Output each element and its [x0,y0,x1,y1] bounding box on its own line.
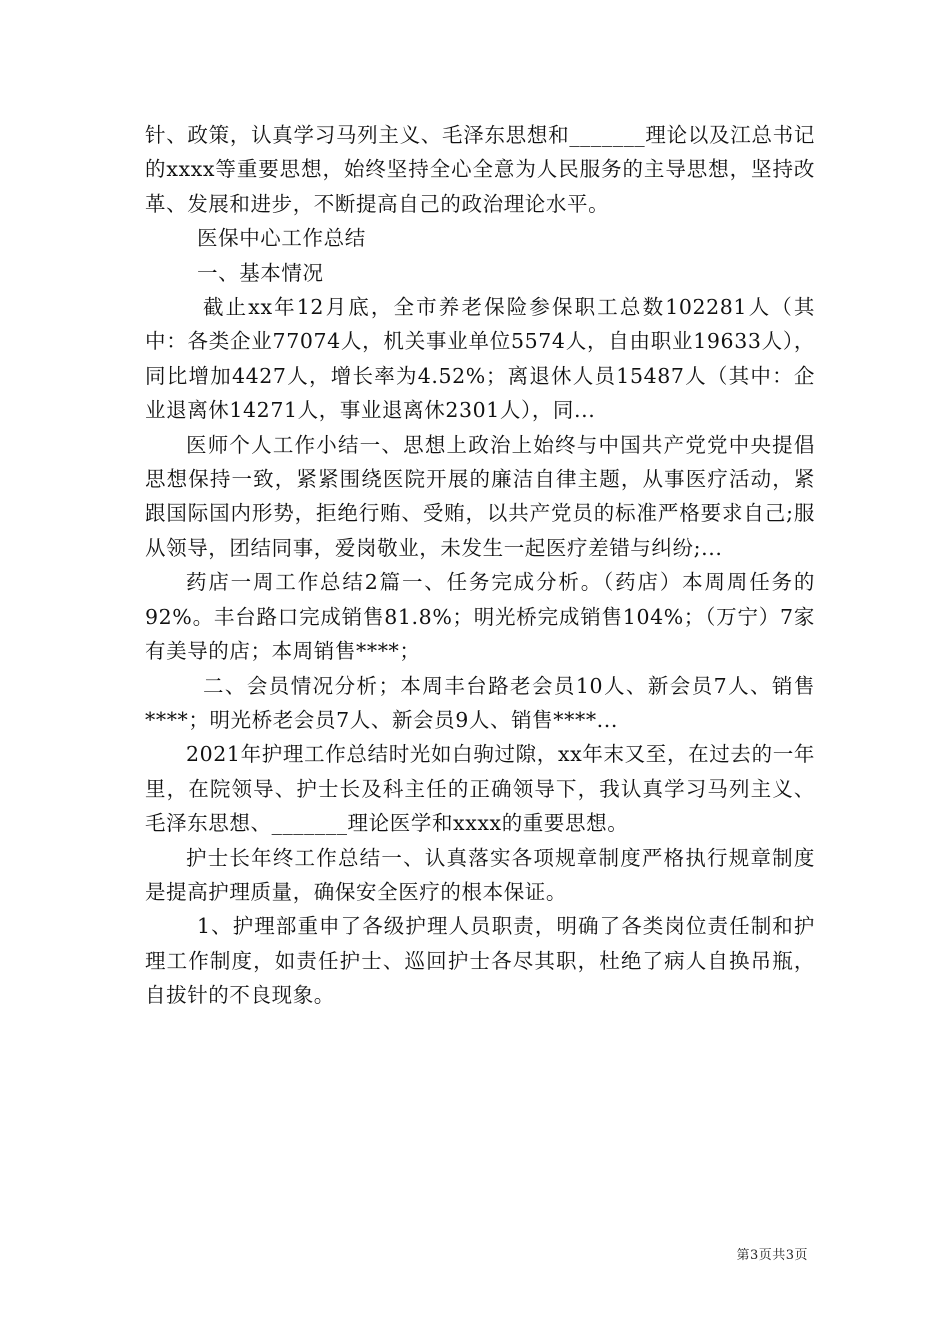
paragraph-statistics: 截止xx年12月底，全市养老保险参保职工总数102281人（其中：各类企业77074人，机关事业单位5574人，自由职业19633人），同比增加4427人，增长率为4.52%；离退休人员15487人（其中：企业退离休14271人，事业退离休2301人），同... [145,295,815,423]
page-number: 第3页共3页 [736,1248,808,1263]
paragraph-nursing-summary: 2021年护理工作总结时光如白驹过隙，xx年末又至，在过去的一年里，在院领导、护士长及科主任的正确领导下，我认真学习马列主义、毛泽东思想、_______理论医学和xxxx的重要思想。 [145,742,815,836]
paragraph-doctor-summary: 医师个人工作小结一、思想上政治上始终与中国共产党党中央提倡思想保持一致，紧紧围绕医院开展的廉洁自律主题，从事医疗活动，紧跟国际国内形势，拒绝行贿、受贿，以共产党员的标准严格要求自己;服从领导，团结同事，爱岗敬业，未发生一起医疗差错与纠纷;... [145,432,815,560]
paragraph-pharmacy-summary: 药店一周工作总结2篇一、任务完成分析。（药店）本周周任务的92%。丰台路口完成销售81.8%；明光桥完成销售104%；（万宁）7家有美导的店；本周销售****； [145,570,815,664]
paragraph-nursing-duties: 1、护理部重申了各级护理人员职责，明确了各类岗位责任制和护理工作制度，如责任护士、巡回护士各尽其职，杜绝了病人自换吊瓶，自拔针的不良现象。 [145,914,815,1008]
paragraph-head-nurse-summary: 护士长年终工作总结一、认真落实各项规章制度严格执行规章制度是提高护理质量，确保安全医疗的根本保证。 [145,845,815,904]
document-body [145,118,815,1013]
section-subtitle: 一、基本情况 [197,260,324,285]
paragraph-intro: 针、政策，认真学习马列主义、毛泽东思想和_______理论以及江总书记的xxxx等重要思想，始终坚持全心全意为人民服务的主导思想，坚持改革、发展和进步，不断提高自己的政治理论水平。 [145,123,815,216]
section-title: 医保中心工作总结 [197,226,366,251]
paragraph-member-analysis: 二、会员情况分析；本周丰台路老会员10人、新会员7人、销售****；明光桥老会员7人、新会员9人、销售****... [145,673,815,732]
